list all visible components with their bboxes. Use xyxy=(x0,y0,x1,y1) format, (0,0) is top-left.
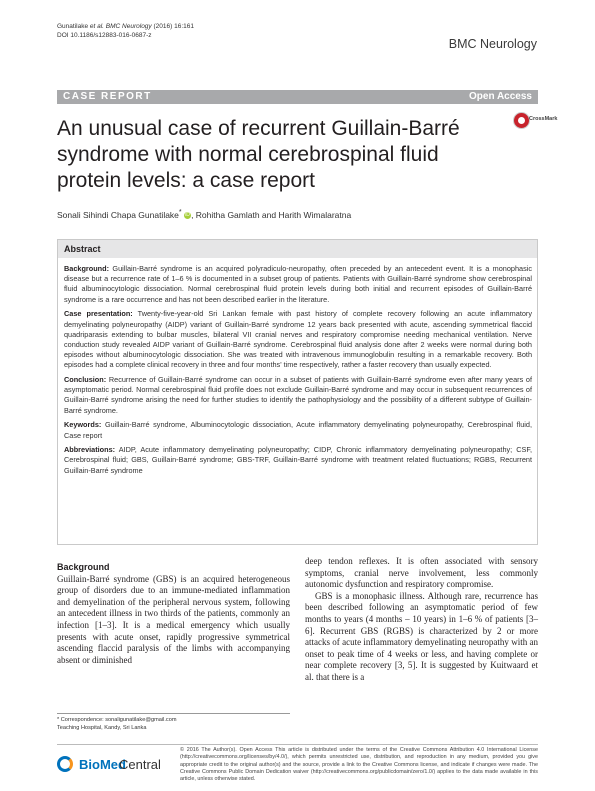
corresponding-mark: * xyxy=(178,208,182,216)
crossmark-icon xyxy=(513,112,530,129)
logo-central: Central xyxy=(119,757,161,772)
running-head-author: Gunatilake xyxy=(57,23,89,30)
body-column-left xyxy=(57,562,290,666)
abstract-conclusion-text: Recurrence of Guillain-Barré syndrome can occur in a subset of patients with Guillain-Barré syndrome even after many years of asymptomatic period. Normal cerebrospinal fluid profile does not exclude Guillain-Barré syndrome and may occur in subsequent recurrences of Guillain-Barré syndrome arising the need for further studies to identify the pathophysiology and the possibility of a different subtype of Guillain-Barré syndrome. xyxy=(64,375,533,415)
article-type-label: CASE REPORT xyxy=(63,91,152,102)
abstract-abbreviations xyxy=(64,445,532,476)
author-list xyxy=(57,208,351,220)
running-head-etal: et al. xyxy=(89,23,104,30)
abstract-header xyxy=(58,240,537,258)
abstract-case-label: Case presentation: xyxy=(64,309,133,319)
logo-biomed: BioMed xyxy=(79,757,126,772)
affiliation: Teaching Hospital, Kandy, Sri Lanka xyxy=(57,724,147,731)
doi-link[interactable]: DOI 10.1186/s12883-016-0687-z xyxy=(57,32,152,39)
abstract-box xyxy=(57,239,538,545)
abbreviations-text: AIDP, Acute inflammatory demyelinating polyneuropathy; CIDP, Chronic inflammatory demyelinating polyneuropathy; CSF, Cerebrospinal fluid; GBS, Guillain-Barré syndrome; GBS-TRF, Guillain-Barré syndrome with treatment related fluctuations; RGBS, Recurrent Guillain-Barré syndrome xyxy=(64,445,533,475)
keywords-label: Keywords: xyxy=(64,420,102,430)
correspondence-footnote xyxy=(57,713,290,732)
running-head xyxy=(57,22,194,40)
abstract-keywords xyxy=(64,420,532,440)
keywords-text: Guillain-Barré syndrome, Albuminocytologic dissociation, Acute inflammatory demyelinating polyneuropathy, Cerebrospinal fluid, Case report xyxy=(64,420,532,440)
orcid-icon[interactable]: iD xyxy=(185,212,190,219)
article-type-banner xyxy=(57,90,538,104)
crossmark-button[interactable] xyxy=(513,112,558,134)
abstract-body xyxy=(64,264,532,480)
abstract-conclusion-label: Conclusion: xyxy=(64,375,107,385)
abstract-case xyxy=(64,309,532,370)
crossmark-label: CrossMark xyxy=(529,116,558,122)
abstract-conclusion xyxy=(64,375,532,416)
journal-brand: BMC Neurology xyxy=(448,37,537,51)
author-names-rest: , Rohitha Gamlath and Harith Wimalaratna xyxy=(191,209,352,220)
abstract-case-text: Twenty-five-year-old Sri Lankan female with past history of complete recovery following an acute inflammatory demyelinating polyneuropathy (AIDP) variant of Guillain-Barré syndrome 12 years back presented with acute, ascending symmetrical flaccid quadriparasis extending to bulbar muscles, bilateral VII cranial nerves and respiratory compromise needing mechanical ventilation. Nerve conduction study revealed AIDP variant of Guillain-Barré syndrome. Cerebrospinal fluid analysis done after 2 weeks were normal during both episodes without albuminocytologic dissociation. She was treated with intravenous immunoglobulin resulting in a remarkable recovery. Both episodes had a complete clinical recovery in three and four months' time respectively, rather a faster recovery than usually expected. xyxy=(64,309,532,370)
license-statement: © 2016 The Author(s). Open Access This article is distributed under the terms of the Creative Commons Attribution 4.0 International License (http://creativecommons.org/licenses/by/4.0/), which permits unrestricted use, distribution, and reproduction in any medium, provided you give appropriate credit to the original author(s) and the source, provide a link to the Creative Commons license, and indicate if changes were made. The Creative Commons Public Domain Dedication waiver (http://creativecommons.org/publicdomain/zero/1.0/) applies to the data made available in this article, unless otherwise stated. xyxy=(180,747,538,783)
abstract-heading: Abstract xyxy=(64,244,101,254)
running-head-journal: BMC Neurology xyxy=(105,23,152,30)
body-paragraph-2: GBS is a monophasic illness. Although rare, recurrence has been described following an asymptomatic period of few months to years (4 months – 10 years) in 1–6 % of patients [3–6]. Recurrent GBS (RGBS) is characterized by 2 or more attacks of acute inflammatory demyelinating neuropathy with an onset to peak time of 4 weeks or less, and having complete or near complete recovery [3, 5]. It is suggested by Kuitwaard et al. that there is a xyxy=(305,590,538,682)
body-paragraph-1-cont: deep tendon reflexes. It is often associated with sensory symptoms, cranial nerve involvement, less commonly autonomic dysfunction and respiratory compromise. xyxy=(305,556,538,590)
article-title: An unusual case of recurrent Guillain-Barré syndrome with normal cerebrospinal fluid protein levels: a case report xyxy=(57,117,460,192)
body-paragraph-1: Guillain-Barré syndrome (GBS) is an acquired heterogeneous group of disorders due to an immune-mediated inflammation and demyelination of the peripheral nervous system, following an antecedent illness in two thirds of the patients, commonly an infection [1–3]. It is a medical emergency which usually presents with acute onset, rapidly progressive symmetrical ascending flaccid paralysis of the limbs with accompanying absent or diminished xyxy=(57,573,290,665)
abstract-background-text: Guillain-Barré syndrome is an acquired polyradiculo-neuropathy, often preceded by an antecedent event. It is a monophasic disease but a recurrence rate of 1–6 % is documented in a subset group of patients. Patients with Guillain-Barré syndrome show cerebrospinal fluid albuminocytologic dissociation. Normal cerebrospinal fluid protein levels during both initial and recurrent episodes of Guillain-Barré syndrome is a rare occurrence and has not been described earlier in the literature. xyxy=(64,264,532,304)
abstract-background xyxy=(64,264,532,305)
correspondence-email[interactable]: * Correspondence: sonaligunatilake@gmail.com xyxy=(57,717,177,723)
abstract-background-label: Background: xyxy=(64,264,109,273)
biomed-central-logo[interactable] xyxy=(57,755,177,780)
author-name[interactable]: Sonali Sihindi Chapa Gunatilake xyxy=(57,209,179,220)
section-heading-background: Background xyxy=(57,562,110,572)
body-column-right xyxy=(305,556,538,684)
biomed-central-logo-icon xyxy=(57,756,73,772)
running-head-year: (2016) 16:161 xyxy=(153,23,194,30)
footer-divider xyxy=(57,744,538,745)
open-access-label: Open Access xyxy=(469,91,532,102)
abbreviations-label: Abbreviations: xyxy=(64,445,116,455)
